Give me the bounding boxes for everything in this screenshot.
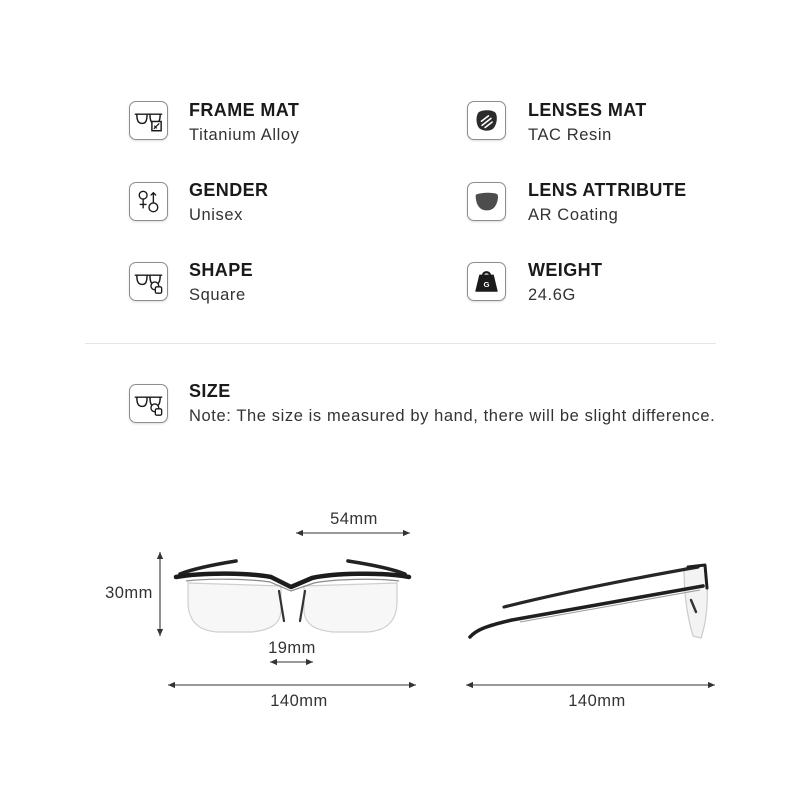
size-title: SIZE (189, 381, 231, 401)
spec-value: Square (189, 286, 246, 304)
gender-icon (130, 183, 167, 220)
glasses-shape-icon (130, 263, 167, 300)
spec-value: 24.6G (528, 286, 576, 304)
side-lens (684, 565, 707, 638)
spec-title: GENDER (189, 180, 269, 200)
bridge-width-label: 19mm (268, 639, 316, 657)
spec-text-weight (528, 259, 602, 306)
spec-value: AR Coating (528, 206, 619, 224)
left-lens (188, 583, 281, 632)
lens-coating-icon (468, 183, 505, 220)
icon-box (467, 101, 506, 140)
spec-text-lens-attribute (528, 179, 687, 226)
glasses-size-icon (130, 385, 167, 422)
spec-title: SHAPE (189, 260, 254, 280)
spec-text-frame-material (189, 99, 300, 146)
frame-width-label: 140mm (270, 692, 328, 710)
spec-title: FRAME MAT (189, 100, 300, 120)
front-view-glasses (176, 561, 409, 632)
icon-box (467, 182, 506, 221)
temple-length-label: 140mm (568, 692, 626, 710)
spec-value: Unisex (189, 206, 244, 224)
spec-text-gender (189, 179, 268, 226)
side-view-glasses (470, 565, 707, 638)
icon-box (129, 384, 168, 423)
lens-material-icon (468, 102, 505, 139)
size-diagram (0, 480, 800, 730)
glasses-frame-icon (130, 102, 167, 139)
spec-title: WEIGHT (528, 260, 603, 280)
size-text (189, 380, 715, 427)
spec-value: TAC Resin (528, 126, 612, 144)
spec-text-lens-material (528, 99, 647, 146)
icon-box (129, 182, 168, 221)
lens-width-label: 54mm (330, 510, 378, 528)
lens-height-label: 30mm (105, 584, 153, 602)
icon-box (467, 262, 506, 301)
right-lens (304, 583, 397, 632)
spec-title: LENSES MAT (528, 100, 647, 120)
weight-icon (468, 263, 505, 300)
spec-value: Titanium Alloy (189, 126, 300, 144)
size-note: Note: The size is measured by hand, there will be slight difference. (189, 407, 716, 425)
weight-icon-letter: G (483, 279, 490, 289)
far-temple (504, 567, 698, 607)
near-temple (470, 586, 703, 637)
spec-text-shape (189, 259, 253, 306)
spec-title: LENS ATTRIBUTE (528, 180, 687, 200)
icon-box (129, 101, 168, 140)
icon-box (129, 262, 168, 301)
temple-highlight (520, 590, 700, 622)
section-divider (85, 343, 716, 344)
